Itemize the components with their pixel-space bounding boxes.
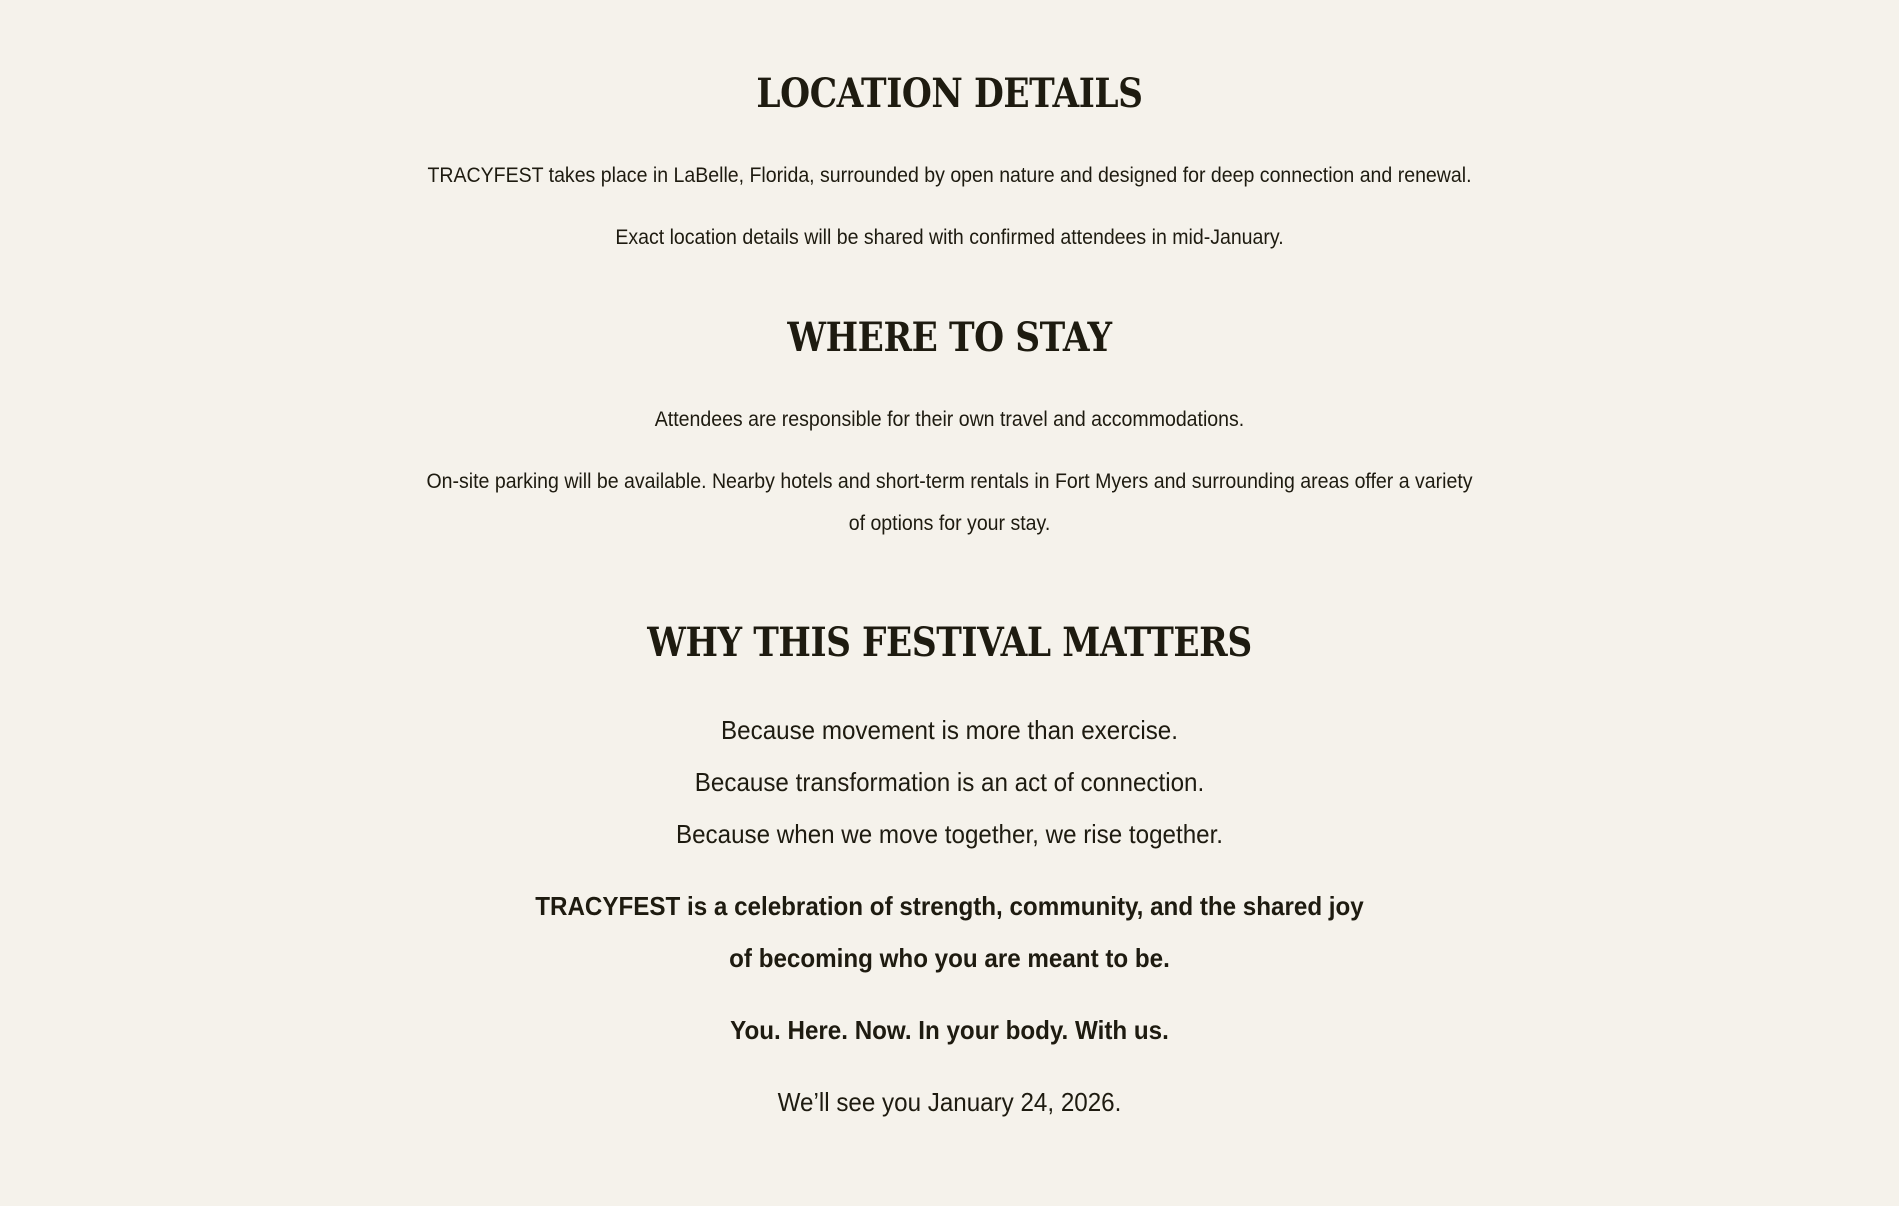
celebration-line-1: TRACYFEST is a celebration of strength, community, and the shared joy [535,891,1364,921]
closing-line: We’ll see you January 24, 2026. [777,1087,1122,1117]
reason-line: Because when we move together, we rise together. [675,819,1224,849]
parking-paragraph-line1: On-site parking will be available. Nearby hotels and short-term rentals in Fort Myers and surrounding areas offer a variety [426,470,1473,493]
parking-paragraph-line2: of options for your stay. [848,512,1051,535]
tagline: You. Here. Now. In your body. With us. [730,1015,1169,1045]
reason-line: Because transformation is an act of connection. [694,767,1205,797]
location-paragraph: TRACYFEST takes place in LaBelle, Florida, surrounded by open nature and designed for deep connection and renewal. [427,164,1472,187]
accommodations-paragraph: Attendees are responsible for their own travel and accommodations. [654,408,1245,431]
why-festival-matters-heading: WHY THIS FESTIVAL MATTERS [647,619,1252,666]
location-notice-paragraph: Exact location details will be shared with confirmed attendees in mid-January. [615,226,1284,249]
where-to-stay-heading: WHERE TO STAY [787,314,1112,361]
reason-line: Because movement is more than exercise. [721,715,1178,745]
location-details-heading: LOCATION DETAILS [756,70,1143,117]
celebration-line-2: of becoming who you are meant to be. [729,943,1170,973]
